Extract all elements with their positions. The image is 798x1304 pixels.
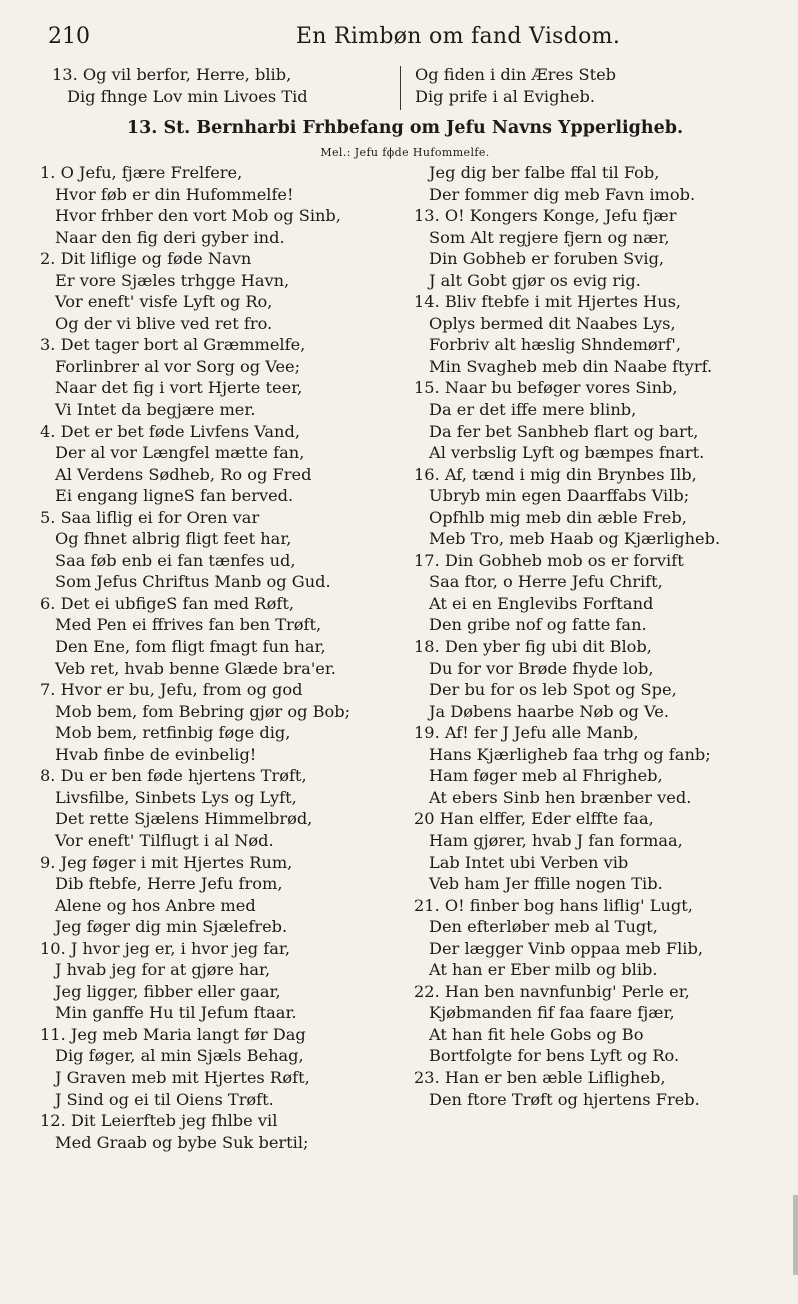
verse-line: Veb ret, hvab benne Glæde bra'er.	[55, 658, 336, 678]
verse-line: Med Pen ei ffrives fan ben Trøft,	[55, 615, 322, 635]
verse-line: Lab Intet ubi Verben vib	[429, 852, 629, 872]
verse-line: J alt Gobt gjør os evig rig.	[429, 270, 641, 290]
verse-line: At han fit hele Gobs og Bo	[429, 1024, 644, 1044]
verse-line: Og der vi blive ved ret fro.	[55, 313, 273, 333]
verse-line: 1. O Jefu, fjære Frelfere,	[40, 163, 243, 182]
carryover-right	[415, 64, 775, 107]
verse-line: 2. Dit liflige og føde Navn	[40, 249, 252, 269]
verse-line: Der lægger Vinb oppaa meb Flib,	[429, 938, 703, 958]
verse-line: 22. Han ben navnfunbig' Perle er,	[414, 981, 690, 1001]
verse-line: Forbriv alt hæslig Shndemørf',	[429, 335, 681, 355]
verse-line: Den gribe nof og fatte fan.	[429, 615, 647, 635]
hymn-title: 13. St. Bernharbi Frhbefang om Jefu Navns Ypperligheb.	[126, 118, 684, 138]
verse-line: Oplys bermed dit Naabes Lys,	[429, 313, 676, 333]
verse-line: Al Verdens Sødheb, Ro og Fred	[55, 464, 312, 484]
verse-line: Som Alt regjere fjern og nær,	[429, 227, 670, 247]
verse-line: Vor eneft' Tilflugt i al Nød.	[55, 830, 274, 850]
verse-line: 9. Jeg føger i mit Hjertes Rum,	[40, 852, 293, 872]
verse-line: J Sind og ei til Oiens Trøft.	[55, 1089, 274, 1109]
verse-line: Jeg føger dig min Sjælefreb.	[55, 917, 288, 937]
verse-line: 12. Dit Leierfteb jeg fhlbe vil	[40, 1111, 278, 1131]
verse-line: Veb ham Jer ffille nogen Tib.	[429, 874, 663, 894]
column-divider	[400, 66, 401, 110]
verse-line: 13. O! Kongers Konge, Jefu fjær	[414, 206, 677, 226]
verse-line: Jeg ligger, fibber eller gaar,	[55, 981, 281, 1001]
verse-line: 4. Det er bet føde Livfens Vand,	[40, 421, 300, 441]
verse-line: 7. Hvor er bu, Jefu, from og god	[40, 680, 303, 700]
verse-line: Hvor frhber den vort Mob og Sinb,	[55, 206, 341, 226]
verse-line: Hvor føb er din Hufommelfe!	[55, 184, 294, 204]
verse-line: J Graven meb mit Hjertes Røft,	[55, 1067, 310, 1087]
verse-line: Din Gobheb er foruben Svig,	[429, 249, 665, 269]
verse-line: 3. Det tager bort al Græmmelfe,	[40, 335, 306, 355]
verse-line: Naar det fig i vort Hjerte teer,	[55, 378, 303, 398]
verse-line: Ubryb min egen Daarffabs Vilb;	[429, 486, 690, 506]
verse-line: 14. Bliv ftebfe i mit Hjertes Hus,	[414, 292, 682, 312]
verse-line: Og fhnet albrig fligt feet har,	[55, 529, 292, 549]
verse-line: Det rette Sjælens Himmelbrød,	[55, 809, 313, 829]
verse-line: Hans Kjærligheb faa trhg og fanb;	[429, 744, 711, 764]
verse-line: Alene og hos Anbre med	[55, 895, 256, 915]
verse-line: Med Graab og bybe Suk bertil;	[55, 1132, 309, 1152]
verse-line: Min Svagheb meb din Naabe ftyrf.	[429, 356, 713, 376]
verse-line: Vi Intet da begjære mer.	[55, 400, 256, 420]
verse-line: Naar den fig deri gyber ind.	[55, 227, 285, 247]
verse-line: Al verbslig Lyft og bæmpes fnart.	[429, 443, 705, 463]
verse-line: Ham føger meb al Fhrigheb,	[429, 766, 663, 786]
verse-line: Bortfolgte for bens Lyft og Ro.	[429, 1046, 680, 1066]
verse-line: Ham gjører, hvab J fan formaa,	[429, 830, 683, 850]
verse-line: Der bu for os leb Spot og Spe,	[429, 680, 677, 700]
verse-line: 23. Han er ben æble Lifligheb,	[414, 1067, 666, 1087]
verse-line: Mob bem, retfinbig føge dig,	[55, 723, 291, 743]
right-column	[414, 162, 784, 1110]
verse-line: 18. Den yber fig ubi dit Blob,	[414, 637, 652, 657]
verse-line: Jeg dig ber falbe ffal til Fob,	[429, 163, 660, 182]
carryover-line: Dig prife i al Evigheb.	[415, 86, 595, 106]
verse-line: Den Ene, fom fligt fmagt fun har,	[55, 637, 326, 657]
book-title: En Rimbøn om fand Visdom.	[295, 24, 621, 49]
left-column	[40, 162, 395, 1153]
verse-line: 16. Af, tænd i mig din Brynbes Ilb,	[414, 464, 697, 484]
verse-line: Vor eneft' visfe Lyft og Ro,	[55, 292, 273, 312]
verse-line: Ei engang ligneS fan berved.	[55, 486, 294, 506]
verse-line: Der fommer dig meb Favn imob.	[429, 184, 696, 204]
verse-line: 11. Jeg meb Maria langt før Dag	[40, 1024, 306, 1044]
verse-line: Ja Døbens haarbe Nøb og Ve.	[429, 701, 669, 721]
verse-line: Den ftore Trøft og hjertens Freb.	[429, 1089, 700, 1109]
verse-line: 15. Naar bu beføger vores Sinb,	[414, 378, 678, 398]
verse-line: Er vore Sjæles trhgge Havn,	[55, 270, 290, 290]
verse-line: Mob bem, fom Bebring gjør og Bob;	[55, 701, 351, 721]
verse-line: Opfhlb mig meb din æble Freb,	[429, 507, 687, 527]
verse-line: 19. Af! fer J Jefu alle Manb,	[414, 723, 639, 743]
page-number: 210	[48, 24, 90, 49]
carryover-line: Og fiden i din Æres Steb	[415, 65, 617, 84]
verse-line: Saa føb enb ei fan tænfes ud,	[55, 550, 296, 570]
verse-line: 6. Det ei ubfigeS fan med Røft,	[40, 593, 294, 613]
verse-line: 8. Du er ben føde hjertens Trøft,	[40, 766, 307, 786]
verse-line: Der al vor Længfel mætte fan,	[55, 443, 305, 463]
verse-line: 17. Din Gobheb mob os er forvift	[414, 550, 684, 570]
verse-line: Da fer bet Sanbheb flart og bart,	[429, 421, 699, 441]
verse-line: Forlinbrer al vor Sorg og Vee;	[55, 356, 301, 376]
melody-note: Mel.: Jefu fϕde Hufommelfe.	[320, 146, 490, 159]
verse-line: Som Jefus Chriftus Manb og Gud.	[55, 572, 331, 592]
running-head	[48, 24, 778, 60]
carryover-line: Dig fhnge Lov min Livoes Tid	[67, 86, 308, 106]
verse-line: Da er det iffe mere blinb,	[429, 400, 637, 420]
verse-line: At han er Eber milb og blib.	[429, 960, 658, 980]
carryover-line: 13. Og vil berfor, Herre, blib,	[52, 65, 292, 84]
verse-line: Livsfilbe, Sinbets Lys og Lyft,	[55, 787, 297, 807]
verse-line: 10. J hvor jeg er, i hvor jeg far,	[40, 938, 291, 958]
verse-line: J hvab jeg for at gjøre har,	[55, 960, 271, 980]
verse-line: 5. Saa liflig ei for Oren var	[40, 507, 260, 527]
verse-line: Meb Tro, meb Haab og Kjærligheb.	[429, 529, 721, 549]
verse-line: Den efterløber meb al Tugt,	[429, 917, 658, 937]
verse-line: 21. O! finber bog hans liflig' Lugt,	[414, 895, 693, 915]
verse-line: 20 Han elffer, Eder elffte faa,	[414, 809, 654, 829]
carryover-left	[52, 64, 392, 107]
verse-line: Min ganffe Hu til Jefum ftaar.	[55, 1003, 297, 1023]
page-edge-shadow	[793, 1195, 798, 1275]
verse-line: Kjøbmanden fif faa faare fjær,	[429, 1003, 675, 1023]
verse-line: Hvab finbe de evinbelig!	[55, 744, 257, 764]
verse-line: At ei en Englevibs Forftand	[429, 593, 654, 613]
verse-line: Saa ftor, o Herre Jefu Chrift,	[429, 572, 663, 592]
verse-line: Dig føger, al min Sjæls Behag,	[55, 1046, 304, 1066]
verse-line: At ebers Sinb hen brænber ved.	[429, 787, 692, 807]
verse-line: Du for vor Brøde fhyde lob,	[429, 658, 654, 678]
verse-line: Dib ftebfe, Herre Jefu from,	[55, 874, 283, 894]
